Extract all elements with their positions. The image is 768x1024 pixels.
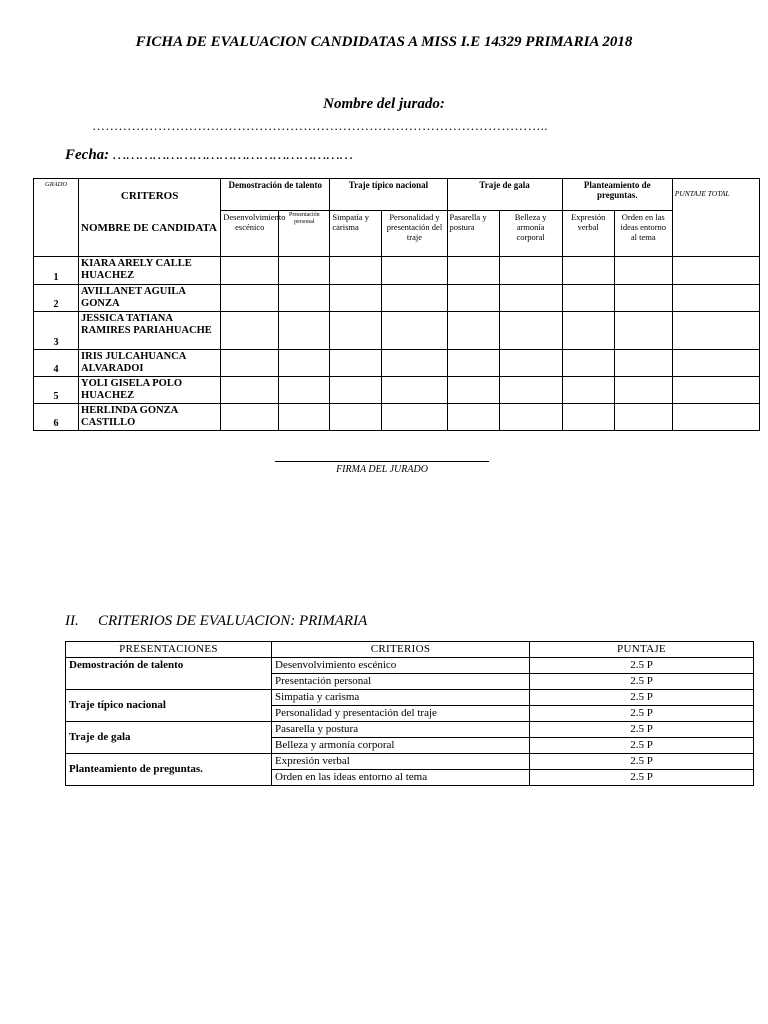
candidate-name: IRIS JULCAHUANCA ALVARADOI [79,350,221,377]
sub-header: Belleza y armonía corporal [499,211,562,257]
score-cell[interactable] [221,257,279,285]
candidate-number: 1 [34,257,79,285]
criterio-text: Belleza y armonía corporal [272,738,530,754]
candidate-name: HERLINDA GONZA CASTILLO [79,404,221,431]
score-cell[interactable] [330,350,382,377]
puntaje-value: 2.5 P [530,690,754,706]
puntaje-value: 2.5 P [530,722,754,738]
col-header-puntaje: PUNTAJE [530,642,754,658]
score-cell[interactable] [447,350,499,377]
score-cell[interactable] [614,312,672,350]
score-cell[interactable] [221,285,279,312]
score-cell[interactable] [672,377,759,404]
score-cell[interactable] [672,350,759,377]
candidate-number: 3 [34,312,79,350]
candidate-name: KIARA ARELY CALLE HUACHEZ [79,257,221,285]
score-cell[interactable] [499,285,562,312]
section-number: II. [65,613,79,629]
criterio-text: Desenvolvimiento escénico [272,658,530,674]
score-cell[interactable] [279,377,330,404]
group-header-traje-tipico: Traje típico nacional [330,179,447,211]
criteria-row [66,754,754,770]
score-cell[interactable] [330,257,382,285]
presentation-name: Traje de gala [66,722,272,754]
score-cell[interactable] [221,404,279,431]
score-cell[interactable] [221,312,279,350]
candidate-number: 5 [34,377,79,404]
score-cell[interactable] [447,257,499,285]
score-cell[interactable] [447,404,499,431]
nombre-label: NOMBRE DE CANDIDATA [81,222,217,234]
score-cell[interactable] [382,404,447,431]
criterio-text: Presentación personal [272,674,530,690]
score-cell[interactable] [382,285,447,312]
score-cell[interactable] [614,377,672,404]
score-cell[interactable] [672,404,759,431]
criterios-label: CRITEROS [120,190,179,202]
presentation-name: Demostración de talento [66,658,272,690]
candidate-name: YOLI GISELA POLO HUACHEZ [79,377,221,404]
candidate-row [34,257,760,285]
score-cell[interactable] [382,312,447,350]
score-cell[interactable] [279,350,330,377]
presentation-name: Planteamiento de preguntas. [66,754,272,786]
criterio-text: Pasarella y postura [272,722,530,738]
score-cell[interactable] [499,377,562,404]
criteria-row [66,690,754,706]
score-cell[interactable] [279,257,330,285]
score-cell[interactable] [330,377,382,404]
criterio-text: Expresión verbal [272,754,530,770]
presentation-name: Traje típico nacional [66,690,272,722]
puntaje-value: 2.5 P [530,738,754,754]
score-cell[interactable] [330,285,382,312]
grado-header: GRADO [34,179,79,257]
criteria-row [66,722,754,738]
candidate-number: 4 [34,350,79,377]
score-cell[interactable] [499,350,562,377]
candidate-name: AVILLANET AGUILA GONZA [79,285,221,312]
score-cell[interactable] [221,350,279,377]
score-cell[interactable] [499,257,562,285]
sub-header: Simpatía y carisma [330,211,382,257]
jurado-label: Nombre del jurado: [323,96,445,112]
score-cell[interactable] [447,312,499,350]
score-cell[interactable] [562,312,614,350]
score-cell[interactable] [221,377,279,404]
criterio-text: Simpatia y carisma [272,690,530,706]
candidate-number: 6 [34,404,79,431]
score-cell[interactable] [614,404,672,431]
fecha-dots: ……………………………………………… [112,147,353,163]
puntaje-value: 2.5 P [530,706,754,722]
sub-header: Orden en las ideas entorno al tema [614,211,672,257]
section-heading [65,613,367,630]
score-cell[interactable] [614,350,672,377]
score-cell[interactable] [614,285,672,312]
col-header-presentaciones: PRESENTACIONES [66,642,272,658]
evaluation-table [33,178,760,431]
score-cell[interactable] [562,377,614,404]
score-cell[interactable] [330,312,382,350]
score-cell[interactable] [382,377,447,404]
score-cell[interactable] [562,285,614,312]
score-cell[interactable] [382,257,447,285]
candidate-row [34,377,760,404]
score-cell[interactable] [279,285,330,312]
candidate-row [34,404,760,431]
puntaje-total-header: PUNTAJE TOTAL [672,179,759,257]
score-cell[interactable] [499,312,562,350]
sub-header: Pasarella y postura [447,211,499,257]
col-header-criterios: CRITERIOS [272,642,530,658]
candidate-row [34,312,760,350]
puntaje-value: 2.5 P [530,658,754,674]
jurado-dots: ………………………………………………………………………………………….. [92,118,548,133]
criteria-row [66,658,754,674]
score-cell[interactable] [614,257,672,285]
criterios-header [79,179,221,257]
score-cell[interactable] [279,312,330,350]
candidate-name: JESSICA TATIANA RAMIRES PARIAHUACHE [79,312,221,350]
group-header-talento: Demostración de talento [221,179,330,211]
criterio-text: Personalidad y presentación del traje [272,706,530,722]
score-cell[interactable] [672,257,759,285]
fecha-label: Fecha: [65,147,110,163]
candidate-number: 2 [34,285,79,312]
sub-header: Presentación personal [279,211,330,257]
sub-header: Personalidad y presentación del traje [382,211,447,257]
group-header-traje-gala: Traje de gala [447,179,562,211]
candidate-row [34,350,760,377]
signature-label: FIRMA DEL JURADO [336,464,428,475]
score-cell[interactable] [279,404,330,431]
section-title: CRITERIOS DE EVALUACION: PRIMARIA [98,613,368,629]
score-cell[interactable] [330,404,382,431]
score-cell[interactable] [447,377,499,404]
sub-header: Desenvolvimiento escénico [221,211,279,257]
puntaje-value: 2.5 P [530,754,754,770]
candidate-row [34,285,760,312]
criterio-text: Orden en las ideas entorno al tema [272,770,530,786]
sub-header: Expresión verbal [562,211,614,257]
signature-line [275,461,489,462]
puntaje-value: 2.5 P [530,770,754,786]
group-header-preguntas: Planteamiento de preguntas. [562,179,672,211]
score-cell[interactable] [562,257,614,285]
criteria-table [65,641,754,786]
score-cell[interactable] [562,404,614,431]
score-cell[interactable] [499,404,562,431]
score-cell[interactable] [672,312,759,350]
puntaje-value: 2.5 P [530,674,754,690]
score-cell[interactable] [447,285,499,312]
score-cell[interactable] [562,350,614,377]
score-cell[interactable] [672,285,759,312]
document-title: FICHA DE EVALUACION CANDIDATAS A MISS I.E 14329 PRIMARIA 2018 [135,34,633,50]
score-cell[interactable] [382,350,447,377]
fecha-line [65,147,353,164]
